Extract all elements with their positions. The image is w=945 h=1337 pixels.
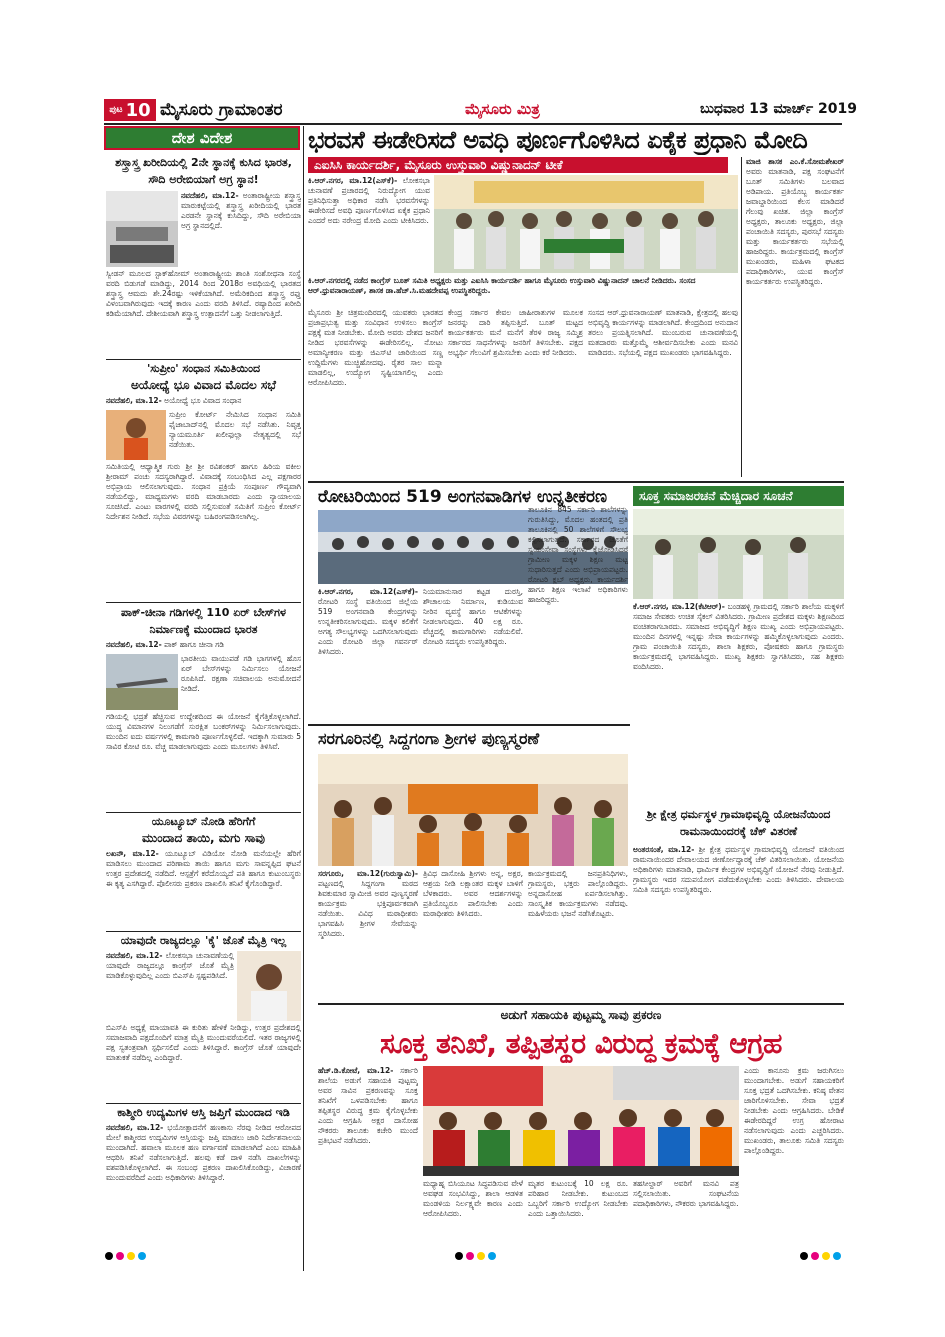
bottom-dateline: ಹೆಚ್.ಡಿ.ಕೋಟೆ, ಮಾ.12- xyxy=(318,1066,394,1075)
reg-dot xyxy=(105,1252,113,1260)
story4-kicker: ಯೂಟ್ಯೂಬ್ ನೋಡಿ ಹೆರಿಗೆಗೆ xyxy=(151,815,256,828)
story3-photo xyxy=(106,654,178,710)
bottom-body-col3: ಮೃತರ ಕುಟುಂಬಕ್ಕೆ 10 ಲಕ್ಷ ರೂ. ಪರಿಹಾರ ನೀಡಬೇಕು. ಕುಟುಂಬದ ಒಬ್ಬರಿಗೆ ಸರ್ಕಾರಿ ಉದ್ಯೋಗ ನೀಡಬೇಕು ಎಂದು ಒತ್ತಾಯಿಸಿದರು. xyxy=(528,1179,628,1218)
saragur-dateline: ಸರಗೂರು, ಮಾ.12(ಗುರುಸ್ವಾಮಿ)- xyxy=(318,869,418,878)
story-separator xyxy=(106,359,301,360)
page-number-badge xyxy=(104,99,156,121)
rotary-body-col1: ಕಿ.ಆರ್.ನಗರ, ಮಾ.12(ಎಸ್‌ಕೆ)- ರೋಟರಿ ಸಂಸ್ಥೆ ವತಿಯಿಂದ ಜಿಲ್ಲೆಯ 519 ಅಂಗನವಾಡಿ ಕೇಂದ್ರಗಳನ್ನು ಉನ್ನತೀಕರಿಸಲಾಗುವುದು. ಮಕ್ಕಳ ಕಲಿಕೆಗೆ ಅಗತ್ಯ ಸೌಲಭ್ಯಗಳನ್ನು ಒದಗಿಸಲಾಗುವುದು ಎಂದು ರೋಟರಿ ಜಿಲ್ಲಾ ಗವರ್ನರ್ ತಿಳಿಸಿದರು. xyxy=(318,587,418,656)
dharmasthala-headline: ಶ್ರೀ ಕ್ಷೇತ್ರ ಧರ್ಮಸ್ಥಳ ಗ್ರಾಮಾಭಿವೃದ್ಧಿ ಯೋಜನೆಯಿಂದ ರಾಮನಾಯಿಂದರಕ್ಕೆ ಚೆಕ್ ವಿತರಣೆ xyxy=(633,806,844,842)
story2-kicker: 'ಸುಪ್ರೀಂ' ಸಂಧಾನ ಸಮಿತಿಯಿಂದ xyxy=(146,362,261,375)
story5-dateline: ನವದೆಹಲಿ, ಮಾ.12- xyxy=(106,951,163,960)
story-separator xyxy=(106,1103,301,1104)
story2-body-side: ಸುಪ್ರೀಂ ಕೋರ್ಟ್ ನೇಮಿಸಿದ ಸಂಧಾನ ಸಮಿತಿ ಫೈಜಾಬಾದ್‌ನಲ್ಲಿ ಮೊದಲ ಸಭೆ ನಡೆಸಿತು. ನಿವೃತ್ತ ನ್ಯಾಯಮೂರ್ತಿ ಖಲೀಫುಲ್ಲಾ ನೇತೃತ್ವದಲ್ಲಿ ಸಭೆ ನಡೆಯಿತು. xyxy=(169,410,301,449)
story6-headline: ಕಾಶ್ಮೀರಿ ಉದ್ಯಮಿಗಳ ಆಸ್ತಿ ಜಪ್ತಿಗೆ ಮುಂದಾದ ಇಡಿ xyxy=(117,1106,290,1119)
story1-body-top: ನವದೆಹಲಿ, ಮಾ.12- ಅಂತಾರಾಷ್ಟ್ರೀಯ ಶಸ್ತ್ರಾಸ್ತ್ರ ಮಾರುಕಟ್ಟೆಯಲ್ಲಿ ಶಸ್ತ್ರಾಸ್ತ್ರ ಖರೀದಿಯಲ್ಲಿ ಭಾರತ ಎರಡನೇ ಸ್ಥಾನಕ್ಕೆ ಕುಸಿದಿದ್ದು, ಸೌದಿ ಅರೇಬಿಯಾ ಅಗ್ರ ಸ್ಥಾನದಲ್ಲಿದೆ. xyxy=(181,191,301,230)
lead-kicker: ಎಐಸಿಸಿ ಕಾರ್ಯದರ್ಶಿ, ಮೈಸೂರು ಉಸ್ತುವಾರಿ ವಿಷ್ಣುನಾದನ್ ಟೀಕೆ xyxy=(308,157,728,173)
story2-dateline: ನವದೆಹಲಿ, ಮಾ.12- xyxy=(106,396,162,405)
saragur-body-col2: ತ್ರಿವಿಧ ದಾಸೋಹಿ ಶ್ರೀಗಳು ಅನ್ನ, ಅಕ್ಷರ, ಆಶ್ರಯ ನೀಡಿ ಲಕ್ಷಾಂತರ ಮಕ್ಕಳ ಬಾಳಿಗೆ ಬೆಳಕಾದರು. ಅವರ ಆದರ್ಶಗಳನ್ನು ಪ್ರತಿಯೊಬ್ಬರೂ ಪಾಲಿಸಬೇಕು ಎಂದು ಮಠಾಧೀಶರು ತಿಳಿಸಿದರು. xyxy=(423,869,523,918)
column-divider xyxy=(741,157,742,477)
story6-body: ನವದೆಹಲಿ, ಮಾ.12- ಭಯೋತ್ಪಾದನೆಗೆ ಹಣಕಾಸು ನೆರವು ನೀಡಿದ ಆರೋಪದ ಮೇಲೆ ಕಾಶ್ಮೀರದ ಉದ್ಯಮಿಗಳ ಆಸ್ತಿಯನ್ನು ಜಪ್ತಿ ಮಾಡಲು ಜಾರಿ ನಿರ್ದೇಶನಾಲಯ ಮುಂದಾಗಿದೆ. ಹವಾಲಾ ಮೂಲಕ ಹಣ ವರ್ಗಾವಣೆ ಮಾಡಲಾಗಿದೆ ಎಂಬ ಮಾಹಿತಿ ಆಧರಿಸಿ ತನಿಖೆ ನಡೆಸಲಾಗುತ್ತಿದೆ. ಹಲವು ಕಡೆ ದಾಳಿ ನಡೆಸಿ ದಾಖಲೆಗಳನ್ನು ವಶಪಡಿಸಿಕೊಳ್ಳಲಾಗಿದೆ. ಈ ಸಂಬಂಧ ಪ್ರಕರಣ ದಾಖಲಿಸಿಕೊಂಡಿದ್ದು, ವಿಚಾರಣೆ ಮುಂದುವರೆದಿದೆ ಎಂದು ಅಧಿಕಾರಿಗಳು ತಿಳಿಸಿದ್ದಾರೆ. xyxy=(106,1123,301,1182)
reg-dot xyxy=(822,1252,830,1260)
story-separator xyxy=(106,812,301,813)
reg-dot xyxy=(455,1252,463,1260)
bottom-kicker: ಅಡುಗೆ ಸಹಾಯಕಿ ಪುಟ್ಟಮ್ಮ ಸಾವು ಪ್ರಕರಣ xyxy=(500,1008,662,1022)
bottom-photo xyxy=(423,1066,739,1176)
page-label: ಪುಟ xyxy=(109,105,123,115)
reg-dot xyxy=(138,1252,146,1260)
story3-lead: ನವದೆಹಲಿ, ಮಾ.12- ಪಾಕ್ ಹಾಗೂ ಚೀನಾ ಗಡಿ xyxy=(106,640,225,649)
story5-body-side: ನವದೆಹಲಿ, ಮಾ.12- ಲೋಕಸಭಾ ಚುನಾವಣೆಯಲ್ಲಿ ಯಾವುದೇ ರಾಜ್ಯದಲ್ಲೂ ಕಾಂಗ್ರೆಸ್ ಜೊತೆ ಮೈತ್ರಿ ಮಾಡಿಕೊಳ್ಳುವುದಿಲ್ಲ ಎಂದು ಬಿಎಸ್‌ಪಿ ಸ್ಪಷ್ಟಪಡಿಸಿದೆ. xyxy=(106,951,234,980)
bottom-body-col4: ತಹಸೀಲ್ದಾರ್ ಅವರಿಗೆ ಮನವಿ ಪತ್ರ ಸಲ್ಲಿಸಲಾಯಿತು. ಸಂಘಟನೆಯ ಪದಾಧಿಕಾರಿಗಳು, ನೌಕರರು ಭಾಗವಹಿಸಿದ್ದರು. xyxy=(633,1179,739,1208)
story4-body: ಲಖನೌ, ಮಾ.12- ಯೂಟ್ಯೂಬ್ ವಿಡಿಯೋ ನೋಡಿ ಮನೆಯಲ್ಲೇ ಹೆರಿಗೆ ಮಾಡಿಸಲು ಮುಂದಾದ ಪರಿಣಾಮ ತಾಯಿ ಹಾಗೂ ಮಗು ಸಾವನ್ನಪ್ಪಿದ ಘಟನೆ ಉತ್ತರ ಪ್ರದೇಶದಲ್ಲಿ ನಡೆದಿದೆ. ಆಸ್ಪತ್ರೆಗೆ ಕರೆದೊಯ್ಯದೆ ಪತಿ ಹಾಗೂ ಕುಟುಂಬಸ್ಥರು ಈ ಕೃತ್ಯ ಎಸಗಿದ್ದಾರೆ. ಪೊಲೀಸರು ಪ್ರಕರಣ ದಾಖಲಿಸಿ ತನಿಖೆ ಕೈಗೊಂಡಿದ್ದಾರೆ. xyxy=(106,849,301,888)
story2-headline: ಅಯೋಧ್ಯೆ ಭೂ ವಿವಾದ ಮೊದಲ ಸಭೆ xyxy=(131,378,276,392)
lead-dateline: ಕಿ.ಆರ್.ನಗರ, ಮಾ.12(ಎಸ್‌ಕೆ)- xyxy=(308,176,398,185)
reg-dot xyxy=(466,1252,474,1260)
story5-body: ಬಿಎಸ್‌ಪಿ ಅಧ್ಯಕ್ಷೆ ಮಾಯಾವತಿ ಈ ಕುರಿತು ಹೇಳಿಕೆ ನೀಡಿದ್ದು, ಉತ್ತರ ಪ್ರದೇಶದಲ್ಲಿ ಸಮಾಜವಾದಿ ಪಕ್ಷದೊಂದಿಗೆ ಮಾತ್ರ ಮೈತ್ರಿ ಮುಂದುವರೆಯಲಿದೆ. ಇತರ ರಾಜ್ಯಗಳಲ್ಲಿ ಪಕ್ಷ ಸ್ವತಂತ್ರವಾಗಿ ಸ್ಪರ್ಧಿಸಲಿದೆ ಎಂದು ತಿಳಿಸಿದ್ದಾರೆ. ಕಾಂಗ್ರೆಸ್ ಜೊತೆ ಯಾವುದೇ ಮಾತುಕತೆ ನಡೆದಿಲ್ಲ ಎಂದಿದ್ದಾರೆ. xyxy=(106,1023,301,1062)
column-divider xyxy=(303,126,304,1271)
reg-dot xyxy=(811,1252,819,1260)
story2-lead: ನವದೆಹಲಿ, ಮಾ.12- ಅಯೋಧ್ಯೆ ಭೂ ವಿವಾದ ಸಂಧಾನ xyxy=(106,396,242,405)
story-separator xyxy=(106,602,301,603)
bottom-body-col1: ಹೆಚ್.ಡಿ.ಕೋಟೆ, ಮಾ.12- ಸರ್ಕಾರಿ ಶಾಲೆಯ ಅಡುಗೆ ಸಹಾಯಕಿ ಪುಟ್ಟಮ್ಮ ಅವರ ಸಾವಿನ ಪ್ರಕರಣವನ್ನು ಸೂಕ್ತ ತನಿಖೆಗೆ ಒಳಪಡಿಸಬೇಕು ಹಾಗೂ ತಪ್ಪಿತಸ್ಥರ ವಿರುದ್ಧ ಕ್ರಮ ಕೈಗೊಳ್ಳಬೇಕು ಎಂದು ಆಗ್ರಹಿಸಿ ಅಕ್ಷರ ದಾಸೋಹ ನೌಕರರು ತಾಲೂಕು ಕಚೇರಿ ಮುಂದೆ ಪ್ರತಿಭಟನೆ ನಡೆಸಿದರು. xyxy=(318,1066,418,1145)
registration-marks-center xyxy=(455,1252,496,1260)
page-number: 10 xyxy=(125,99,151,121)
rotary-dateline: ಕಿ.ಆರ್.ನಗರ, ಮಾ.12(ಎಸ್‌ಕೆ)- xyxy=(318,587,418,596)
story1-headline: ಶಸ್ತ್ರಾಸ್ತ್ರ ಖರೀದಿಯಲ್ಲಿ 2ನೇ ಸ್ಥಾನಕ್ಕೆ ಕುಸಿದ ಭಾರತ, ಸೌದಿ ಅರೇಬಿಯಾಗೆ ಅಗ್ರ ಸ್ಥಾನ! xyxy=(115,156,292,186)
story3-body: ಗಡಿಯಲ್ಲಿ ಭದ್ರತೆ ಹೆಚ್ಚಿಸುವ ಉದ್ದೇಶದಿಂದ ಈ ಯೋಜನೆ ಕೈಗೆತ್ತಿಕೊಳ್ಳಲಾಗಿದೆ. ಯುದ್ಧ ವಿಮಾನಗಳ ನಿಲುಗಡೆಗೆ ಸುರಕ್ಷಿತ ಬಂಕರ್‌ಗಳನ್ನು ನಿರ್ಮಿಸಲಾಗುವುದು. ಮುಂದಿನ ಐದು ವರ್ಷಗಳಲ್ಲಿ ಕಾಮಗಾರಿ ಪೂರ್ಣಗೊಳ್ಳಲಿದೆ. ಇದಕ್ಕಾಗಿ ಸುಮಾರು 5 ಸಾವಿರ ಕೋಟಿ ರೂ. ವೆಚ್ಚ ಮಾಡಲಾಗುವುದು ಎಂದು ಮೂಲಗಳು ತಿಳಿಸಿವೆ. xyxy=(106,712,301,751)
saragur-photo xyxy=(318,754,628,866)
section-rule xyxy=(308,724,630,726)
bottom-body-col5: ಎಂದು ಕಾನೂನು ಕ್ರಮ ಜರುಗಿಸಲು ಮುಂದಾಗಬೇಕು. ಅಡುಗೆ ಸಹಾಯಕರಿಗೆ ಸೂಕ್ತ ಭದ್ರತೆ ಒದಗಿಸಬೇಕು. ಕನಿಷ್ಠ ವೇತನ ಜಾರಿಗೊಳಿಸಬೇಕು. ಸೇವಾ ಭದ್ರತೆ ನೀಡಬೇಕು ಎಂದು ಆಗ್ರಹಿಸಿದರು. ಬೇಡಿಕೆ ಈಡೇರದಿದ್ದರೆ ಉಗ್ರ ಹೋರಾಟ ನಡೆಸಲಾಗುವುದು ಎಂದು ಎಚ್ಚರಿಸಿದರು. ಮುಖಂಡರು, ತಾಲೂಕು ಸಮಿತಿ ಸದಸ್ಯರು ಪಾಲ್ಗೊಂಡಿದ್ದರು. xyxy=(744,1066,844,1155)
issue-date: ಬುಧವಾರ 13 ಮಾರ್ಚ್ 2019 xyxy=(700,101,857,117)
masthead-logo: ಮೈಸೂರು ಮಿತ್ರ xyxy=(465,100,540,118)
green-story-dateline: ಕೆ.ಆರ್.ನಗರ, ಮಾ.12(ಕೆಟಿಆರ್)- xyxy=(633,602,725,611)
saragur-body-col1: ಸರಗೂರು, ಮಾ.12(ಗುರುಸ್ವಾಮಿ)- ಪಟ್ಟಣದಲ್ಲಿ ಸಿದ್ದಗಂಗಾ ಮಠದ ಶಿವಕುಮಾರ ಸ್ವಾಮೀಜಿ ಅವರ ಪುಣ್ಯಸ್ಮರಣೆ ಕಾರ್ಯಕ್ರಮ ಭಕ್ತಿಪೂರ್ವಕವಾಗಿ ನಡೆಯಿತು. ವಿವಿಧ ಮಠಾಧೀಶರು ಭಾಗವಹಿಸಿ ಶ್ರೀಗಳ ಸೇವೆಯನ್ನು ಸ್ಮರಿಸಿದರು. xyxy=(318,869,418,938)
story1-dateline: ನವದೆಹಲಿ, ಮಾ.12- xyxy=(181,191,239,200)
story3-body-side: ಭಾರತೀಯ ವಾಯುಪಡೆ ಗಡಿ ಭಾಗಗಳಲ್ಲಿ ಹೊಸ ಏರ್ ಬೇಸ್‌ಗಳನ್ನು ನಿರ್ಮಿಸಲು ಯೋಜನೆ ರೂಪಿಸಿದೆ. ರಕ್ಷಣಾ ಸಚಿವಾಲಯ ಅನುಮೋದನೆ ನೀಡಿದೆ. xyxy=(181,654,301,693)
saragur-headline: ಸರಗೂರಿನಲ್ಲಿ ಸಿದ್ದಗಂಗಾ ಶ್ರೀಗಳ ಪುಣ್ಯಸ್ಮರಣೆ xyxy=(318,729,540,748)
lead-caption: ಕಿ.ಆರ್.ನಗರದಲ್ಲಿ ನಡೆದ ಕಾಂಗ್ರೆಸ್ ಬೂತ್ ಸಮಿತಿ ಅಧ್ಯಕ್ಷರು ಮತ್ತು ಎಐಸಿಸಿ ಕಾರ್ಯದರ್ಶಿ ಹಾಗೂ ಮೈಸೂರು ಉಸ್ತುವಾರಿ ವಿಷ್ಣುನಾದನ್ ಚಾಲನೆ ನೀಡಿದರು. ಸಂಸದ ಆರ್.ಧ್ರುವನಾರಾಯಣ್, ಶಾಸಕ ಡಾ.ಹೆಚ್.ಸಿ.ಮಹದೇವಪ್ಪ ಉಪಸ್ಥಿತರಿದ್ದರು. xyxy=(308,276,696,295)
lead-body-col1: ಮೈಸೂರು ಶ್ರೀ ಚಿತ್ರಮಂದಿರದಲ್ಲಿ ಯುವಕರು ಭಾರತದ ಪ್ರಜಾಪ್ರಭುತ್ವ ಮತ್ತು ಸಂವಿಧಾನ ಉಳಿಸಲು ಕಾಂಗ್ರೆಸ್ ಪಕ್ಷಕ್ಕೆ ಮತ ನೀಡಬೇಕು. ಮೋದಿ ಅವರು ದೇಶದ ಜನರಿಗೆ ನೀಡಿದ ಭರವಸೆಗಳನ್ನು ಈಡೇರಿಸಲಿಲ್ಲ. ನೋಟು ಅಮಾನ್ಯೀಕರಣ ಮತ್ತು ಜಿಎಸ್‌ಟಿ ಜಾರಿಯಿಂದ ಸಣ್ಣ ಉದ್ದಿಮೆಗಳು ಮುಚ್ಚಿಹೋದವು. ರೈತರ ಸಾಲ ಮನ್ನಾ ಮಾಡಲಿಲ್ಲ, ಉದ್ಯೋಗ ಸೃಷ್ಟಿಯಾಗಲಿಲ್ಲ ಎಂದು ಆರೋಪಿಸಿದರು. xyxy=(308,308,443,387)
story3-headline: ಪಾಕ್-ಚೀನಾ ಗಡಿಗಳಲ್ಲಿ 110 ಏರ್ ಬೇಸ್‌ಗಳ ನಿರ್ಮಾಣಕ್ಕೆ ಮುಂದಾದ ಭಾರತ xyxy=(121,606,286,636)
story5-headline: ಯಾವುದೇ ರಾಜ್ಯದಲ್ಲೂ 'ಕೈ' ಜೊತೆ ಮೈತ್ರಿ ಇಲ್ಲ xyxy=(120,934,287,947)
green-story-body: ಕೆ.ಆರ್.ನಗರ, ಮಾ.12(ಕೆಟಿಆರ್)- ಬಂಡಹಳ್ಳಿ ಗ್ರಾಮದಲ್ಲಿ ಸರ್ಕಾರಿ ಶಾಲೆಯ ಮಕ್ಕಳಿಗೆ ಸಮಾಜ ಸೇವಕರು ಉಚಿತ ಸೈಕಲ್ ವಿತರಿಸಿದರು. ಗ್ರಾಮೀಣ ಪ್ರದೇಶದ ಮಕ್ಕಳು ಶಿಕ್ಷಣದಿಂದ ವಂಚಿತರಾಗಬಾರದು. ಸಮಾಜದ ಅಭಿವೃದ್ಧಿಗೆ ಶಿಕ್ಷಣ ಮುಖ್ಯ ಎಂದು ಅಭಿಪ್ರಾಯಪಟ್ಟರು. ಮುಂದಿನ ದಿನಗಳಲ್ಲಿ ಇನ್ನಷ್ಟು ಸೇವಾ ಕಾರ್ಯಗಳನ್ನು ಹಮ್ಮಿಕೊಳ್ಳಲಾಗುವುದು ಎಂದರು. ಗ್ರಾಮ ಪಂಚಾಯಿತಿ ಸದಸ್ಯರು, ಶಾಲಾ ಶಿಕ್ಷಕರು, ಪೋಷಕರು ಹಾಗೂ ಗ್ರಾಮಸ್ಥರು ಕಾರ್ಯಕ್ರಮದಲ್ಲಿ ಭಾಗವಹಿಸಿದ್ದರು. ಮುಖ್ಯ ಶಿಕ್ಷಕರು ಸ್ವಾಗತಿಸಿದರು, ಸಹ ಶಿಕ್ಷಕರು ವಂದಿಸಿದರು. xyxy=(633,602,844,671)
lead-body-text: ಕಿ.ಆರ್.ನಗರ, ಮಾ.12(ಎಸ್‌ಕೆ)- ಲೋಕಸಭಾ ಚುನಾವಣೆ ಪ್ರಚಾರದಲ್ಲಿ ನಿರುದ್ಯೋಗ ಯುವ ಪ್ರತಿನಿಧಿಸುತ್ತಾ ಅಧಿಕಾರ ನಡೆಸಿ ಭರವಸೆಗಳನ್ನು ಈಡೇರಿಸದೆ ಅವಧಿ ಪೂರ್ಣಗೊಳಿಸಿದ ಏಕೈಕ ಪ್ರಧಾನಿ ಎಂದರೆ ಅದು ನರೇಂದ್ರ ಮೋದಿ ಎಂದು ಟೀಕಿಸಿದರು. xyxy=(308,176,430,225)
story6-dateline: ನವದೆಹಲಿ, ಮಾ.12- xyxy=(106,1123,164,1132)
story2-photo xyxy=(106,410,166,460)
registration-marks-left xyxy=(105,1252,146,1260)
bottom-body-col2: ಮಧ್ಯಾಹ್ನ ಬಿಸಿಯೂಟ ಸಿದ್ಧಪಡಿಸುವ ವೇಳೆ ಅವಘಡ ಸಂಭವಿಸಿದ್ದು, ಶಾಲಾ ಆಡಳಿತ ಮಂಡಳಿಯ ನಿರ್ಲಕ್ಷ್ಯವೇ ಕಾರಣ ಎಂದು ಆರೋಪಿಸಿದರು. xyxy=(423,1179,523,1218)
section-rule xyxy=(318,1003,844,1005)
lead-body-col2: ಕೇಂದ್ರ ಸರ್ಕಾರ ಕೇವಲ ಜಾಹೀರಾತುಗಳ ಮೂಲಕ ಜನರನ್ನು ದಾರಿ ತಪ್ಪಿಸುತ್ತಿದೆ. ಬೂತ್ ಮಟ್ಟದ ಕಾರ್ಯಕರ್ತರು ಮನೆ ಮನೆಗೆ ತೆರಳಿ ರಾಜ್ಯ ಸಮ್ಮಿಶ್ರ ಸರ್ಕಾರದ ಸಾಧನೆಗಳನ್ನು ಜನರಿಗೆ ತಿಳಿಸಬೇಕು. ಪಕ್ಷದ ಅಭ್ಯರ್ಥಿ ಗೆಲುವಿಗೆ ಶ್ರಮಿಸಬೇಕು ಎಂದು ಕರೆ ನೀಡಿದರು. xyxy=(448,308,583,357)
reg-dot xyxy=(488,1252,496,1260)
section-title: ಮೈಸೂರು ಗ್ರಾಮಾಂತರ xyxy=(160,100,283,120)
dharmasthala-body: ಅಂತರಸಂತೆ, ಮಾ.12- ಶ್ರೀ ಕ್ಷೇತ್ರ ಧರ್ಮಸ್ಥಳ ಗ್ರಾಮಾಭಿವೃದ್ಧಿ ಯೋಜನೆ ವತಿಯಿಂದ ರಾಮನಾಯಿಂದರ ದೇವಾಲಯದ ಜೀರ್ಣೋದ್ಧಾರಕ್ಕೆ ಚೆಕ್ ವಿತರಿಸಲಾಯಿತು. ಯೋಜನೆಯ ಅಧಿಕಾರಿಗಳು ಮಾತನಾಡಿ, ಧಾರ್ಮಿಕ ಕೇಂದ್ರಗಳ ಅಭಿವೃದ್ಧಿಗೆ ಯೋಜನೆ ನೆರವು ನೀಡುತ್ತಿದೆ. ಗ್ರಾಮಸ್ಥರು ಇದರ ಸದುಪಯೋಗ ಪಡೆದುಕೊಳ್ಳಬೇಕು ಎಂದು ತಿಳಿಸಿದರು. ದೇವಾಲಯ ಸಮಿತಿ ಸದಸ್ಯರು ಉಪಸ್ಥಿತರಿದ್ದರು. xyxy=(633,845,844,894)
lead-headline: ಭರವಸೆ ಈಡೇರಿಸದೆ ಅವಧಿ ಪೂರ್ಣಗೊಳಿಸಿದ ಏಕೈಕ ಪ್ರಧಾನಿ ಮೋದಿ xyxy=(308,126,808,154)
lead-body-col3: ಸಂಸದ ಆರ್.ಧ್ರುವನಾರಾಯಣ್ ಮಾತನಾಡಿ, ಕ್ಷೇತ್ರದಲ್ಲಿ ಹಲವು ಅಭಿವೃದ್ಧಿ ಕಾರ್ಯಗಳನ್ನು ಮಾಡಲಾಗಿದೆ. ಕೇಂದ್ರದಿಂದ ಅನುದಾನ ತರಲು ಪ್ರಯತ್ನಿಸಲಾಗಿದೆ. ಮುಂಬರುವ ಚುನಾವಣೆಯಲ್ಲಿ ಮತದಾರರು ಮತ್ತೊಮ್ಮೆ ಆಶೀರ್ವದಿಸಬೇಕು ಎಂದು ಮನವಿ ಮಾಡಿದರು. ಸಭೆಯಲ್ಲಿ ಪಕ್ಷದ ಮುಖಂಡರು ಭಾಗವಹಿಸಿದ್ದರು. xyxy=(588,308,738,357)
story1-body: ಸ್ವೀಡನ್ ಮೂಲದ ಸ್ಟಾಕ್‌ಹೋಮ್ ಅಂತಾರಾಷ್ಟ್ರೀಯ ಶಾಂತಿ ಸಂಶೋಧನಾ ಸಂಸ್ಥೆ ವರದಿ ಬಿಡುಗಡೆ ಮಾಡಿದ್ದು, 2014 ರಿಂದ 2018ರ ಅವಧಿಯಲ್ಲಿ ಭಾರತದ ಶಸ್ತ್ರಾಸ್ತ್ರ ಆಮದು ಶೇ.24ರಷ್ಟು ಇಳಿಕೆಯಾಗಿದೆ. ಅಮೆರಿಕದಿಂದ ಶಸ್ತ್ರಾಸ್ತ್ರ ರಫ್ತು ವಿಳಂಬವಾಗಿರುವುದು ಇದಕ್ಕೆ ಕಾರಣ ಎಂದು ವರದಿ ತಿಳಿಸಿದೆ. ರಷ್ಯಾದಿಂದ ಖರೀದಿ ಕಡಿಮೆಯಾಗಿದೆ. ದೇಶೀಯವಾಗಿ ಶಸ್ತ್ರಾಸ್ತ್ರ ಉತ್ಪಾದನೆಗೆ ಒತ್ತು ನೀಡಲಾಗುತ್ತಿದೆ. xyxy=(106,269,301,318)
section-rule xyxy=(308,481,844,483)
reg-dot xyxy=(127,1252,135,1260)
story4-dateline: ಲಖನೌ, ಮಾ.12- xyxy=(106,849,159,858)
story-separator xyxy=(106,931,301,932)
dharmasthala-dateline: ಅಂತರಸಂತೆ, ಮಾ.12- xyxy=(633,845,695,854)
green-story-photo xyxy=(633,509,844,599)
lead-right-dateline: ಮಾಜಿ ಶಾಸಕ ಎಂ.ಕೆ.ಸೋಮಶೇಖರ್ xyxy=(746,157,844,166)
bottom-headline: ಸೂಕ್ತ ತನಿಖೆ, ತಪ್ಪಿತಸ್ಥರ ವಿರುದ್ಧ ಕ್ರಮಕ್ಕೆ ಆಗ್ರಹ xyxy=(380,1027,782,1060)
lead-right-column: ಮಾಜಿ ಶಾಸಕ ಎಂ.ಕೆ.ಸೋಮಶೇಖರ್ ಅವರು ಮಾತನಾಡಿ, ಪಕ್ಷ ಸಂಘಟನೆಗೆ ಬೂತ್ ಸಮಿತಿಗಳು ಬಲವಾದ ಅಡಿಪಾಯ. ಪ್ರತಿಯೊಬ್ಬ ಕಾರ್ಯಕರ್ತ ಜವಾಬ್ದಾರಿಯಿಂದ ಕೆಲಸ ಮಾಡಿದರೆ ಗೆಲುವು ಖಚಿತ. ಜಿಲ್ಲಾ ಕಾಂಗ್ರೆಸ್ ಅಧ್ಯಕ್ಷರು, ತಾಲೂಕು ಅಧ್ಯಕ್ಷರು, ಜಿಲ್ಲಾ ಪಂಚಾಯಿತಿ ಸದಸ್ಯರು, ಪುರಸಭೆ ಸದಸ್ಯರು ಮತ್ತು ಕಾರ್ಯಕರ್ತರು ಸಭೆಯಲ್ಲಿ ಹಾಜರಿದ್ದರು. ಕಾರ್ಯಕ್ರಮದಲ್ಲಿ ಕಾಂಗ್ರೆಸ್ ಮುಖಂಡರು, ಮಹಿಳಾ ಘಟಕದ ಪದಾಧಿಕಾರಿಗಳು, ಯುವ ಕಾಂಗ್ರೆಸ್ ಕಾರ್ಯಕರ್ತರು ಉಪಸ್ಥಿತರಿದ್ದರು. xyxy=(746,157,844,286)
section-box: ದೇಶ ವಿದೇಶ xyxy=(104,126,300,150)
reg-dot xyxy=(477,1252,485,1260)
saragur-body-col3: ಕಾರ್ಯಕ್ರಮದಲ್ಲಿ ಜನಪ್ರತಿನಿಧಿಗಳು, ಗ್ರಾಮಸ್ಥರು, ಭಕ್ತರು ಪಾಲ್ಗೊಂಡಿದ್ದರು. ಅನ್ನದಾಸೋಹ ಏರ್ಪಡಿಸಲಾಗಿತ್ತು. ಸಾಂಸ್ಕೃತಿಕ ಕಾರ್ಯಕ್ರಮಗಳು ನಡೆದವು. ಮಹಿಳೆಯರು ಭಜನೆ ನಡೆಸಿಕೊಟ್ಟರು. xyxy=(528,869,628,918)
story1-photo xyxy=(106,191,178,267)
story5-photo xyxy=(237,951,301,1021)
story4-headline: ಮುಂದಾದ ತಾಯಿ, ಮಗು ಸಾವು xyxy=(142,831,265,845)
rotary-headline: ರೋಟರಿಯಿಂದ 519 ಅಂಗನವಾಡಿಗಳ ಉನ್ನತೀಕರಣ xyxy=(318,487,608,507)
reg-dot xyxy=(800,1252,808,1260)
green-story-headline: ಸೂಕ್ತ ಸಮಾಜರಚನೆ ಮೆಚ್ಚಿದಾರ ಸೂಚನೆ xyxy=(633,486,844,506)
registration-marks-right xyxy=(800,1252,841,1260)
rotary-body-col2: ನಿಯಮಾನುಸಾರ ಕಟ್ಟಡ ದುರಸ್ತಿ, ಶೌಚಾಲಯ ನಿರ್ಮಾಣ, ಕುಡಿಯುವ ನೀರಿನ ವ್ಯವಸ್ಥೆ ಹಾಗೂ ಆಟಿಕೆಗಳನ್ನು ನೀಡಲಾಗುವುದು. 40 ಲಕ್ಷ ರೂ. ವೆಚ್ಚದಲ್ಲಿ ಕಾಮಗಾರಿಗಳು ನಡೆಯಲಿವೆ. ರೋಟರಿ ಸದಸ್ಯರು ಉಪಸ್ಥಿತರಿದ್ದರು. xyxy=(423,587,523,646)
rotary-body-col3: ತಾಲೂಕಿನ 845 ಸರ್ಕಾರಿ ಶಾಲೆಗಳನ್ನು ಗುರುತಿಸಿದ್ದು, ಮೊದಲ ಹಂತದಲ್ಲಿ ಪ್ರತಿ ತಾಲೂಕಿನಲ್ಲಿ 50 ಶಾಲೆಗಳಿಗೆ ಸೌಲಭ್ಯ ಕಲ್ಪಿಸಲಾಗುತ್ತದೆ. ಸರ್ಕಾರದ ಜೊತೆಗೆ ಸ್ವಯಂಸೇವಾ ಸಂಸ್ಥೆಗಳು ಕೈಜೋಡಿಸಿದರೆ ಗ್ರಾಮೀಣ ಮಕ್ಕಳ ಶಿಕ್ಷಣ ಮಟ್ಟ ಸುಧಾರಿಸುತ್ತದೆ ಎಂದು ಅಭಿಪ್ರಾಯಪಟ್ಟರು. ರೋಟರಿ ಕ್ಲಬ್ ಅಧ್ಯಕ್ಷರು, ಕಾರ್ಯದರ್ಶಿ ಹಾಗೂ ಶಿಕ್ಷಣ ಇಲಾಖೆ ಅಧಿಕಾರಿಗಳು ಹಾಜರಿದ್ದರು. xyxy=(528,505,628,604)
lead-photo xyxy=(434,175,738,273)
reg-dot xyxy=(116,1252,124,1260)
reg-dot xyxy=(833,1252,841,1260)
story2-body: ಸಮಿತಿಯಲ್ಲಿ ಆಧ್ಯಾತ್ಮಿಕ ಗುರು ಶ್ರೀ ಶ್ರೀ ರವಿಶಂಕರ್ ಹಾಗೂ ಹಿರಿಯ ವಕೀಲ ಶ್ರೀರಾಮ್ ಪಂಚು ಸದಸ್ಯರಾಗಿದ್ದಾರೆ. ವಿವಾದಕ್ಕೆ ಸಂಬಂಧಿಸಿದ ಎಲ್ಲ ಪಕ್ಷಗಾರರ ಅಭಿಪ್ರಾಯ ಆಲಿಸಲಾಗುವುದು. ಸಂಧಾನ ಪ್ರಕ್ರಿಯೆ ಸಂಪೂರ್ಣ ಗೌಪ್ಯವಾಗಿ ನಡೆಯಲಿದ್ದು, ಮಾಧ್ಯಮಗಳು ವರದಿ ಮಾಡಬಾರದು ಎಂದು ನ್ಯಾಯಾಲಯ ಸೂಚಿಸಿದೆ. ಎಂಟು ವಾರಗಳಲ್ಲಿ ವರದಿ ಸಲ್ಲಿಸುವಂತೆ ಸಮಿತಿಗೆ ಸುಪ್ರೀಂ ಕೋರ್ಟ್ ನಿರ್ದೇಶನ ನೀಡಿದೆ. ಸಭೆಯ ವಿವರಗಳನ್ನು ಬಹಿರಂಗಪಡಿಸಲಾಗಿಲ್ಲ. xyxy=(106,462,301,521)
story3-dateline: ನವದೆಹಲಿ, ಮಾ.12- xyxy=(106,640,162,649)
